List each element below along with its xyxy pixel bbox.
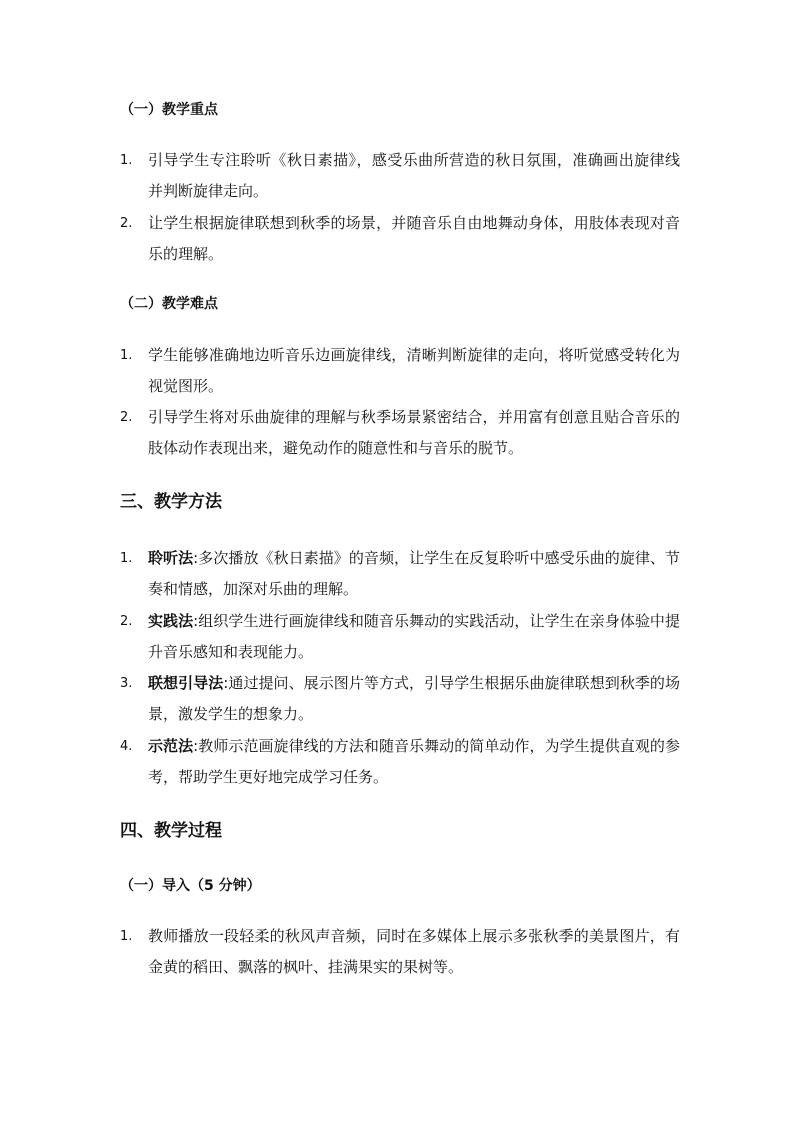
list-item <box>120 921 680 983</box>
method-description: 通过提问、展示图片等方式，引导学生根据乐曲旋律联想到秋季的场景，激发学生的想象力。 <box>148 674 680 723</box>
list-item <box>120 606 680 668</box>
difficult-points-heading: （二）教学难点 <box>120 296 218 312</box>
list-item-text: 引导学生专注聆听《秋日素描》，感受乐曲所营造的秋日氛围，准确画出旋律线并判断旋律走向。 <box>148 151 680 200</box>
method-separator: : <box>193 737 199 755</box>
list-item-text <box>148 731 680 793</box>
list-item <box>120 402 680 464</box>
method-description: 教师示范画旋律线的方法和随音乐舞动的简单动作，为学生提供直观的参考，帮助学生更好地完成学习任务。 <box>148 737 680 786</box>
method-separator: : <box>193 612 199 630</box>
list-item-text <box>148 543 680 605</box>
list-item-text: 学生能够准确地边听音乐边画旋律线，清晰判断旋律的走向，将听觉感受转化为视觉图形。 <box>148 346 680 395</box>
list-item <box>120 340 680 402</box>
list-number: 2. <box>120 216 133 231</box>
list-item-text: 让学生根据旋律联想到秋季的场景，并随音乐自由地舞动身体，用肢体表现对音乐的理解。 <box>148 214 680 263</box>
list-item <box>120 731 680 793</box>
list-item <box>120 668 680 730</box>
method-label: 示范法 <box>148 737 194 755</box>
intro-heading: （一）导入（5 分钟） <box>120 878 261 894</box>
list-number: 1. <box>120 153 133 168</box>
method-label: 实践法 <box>148 612 194 630</box>
method-description: 组织学生进行画旋律线和随音乐舞动的实践活动，让学生在亲身体验中提升音乐感知和表现能力。 <box>148 612 680 661</box>
method-separator: : <box>193 549 199 567</box>
list-number: 2. <box>120 410 133 425</box>
list-item-text <box>148 606 680 668</box>
list-item <box>120 208 680 270</box>
method-separator: : <box>223 674 229 692</box>
list-number: 1. <box>120 929 133 944</box>
process-heading: 四、教学过程 <box>120 821 222 841</box>
list-number: 3. <box>120 676 133 691</box>
list-item-text: 引导学生将对乐曲旋律的理解与秋季场景紧密结合，并用富有创意且贴合音乐的肢体动作表现出来，避免动作的随意性和与音乐的脱节。 <box>148 408 680 457</box>
key-points-heading: （一）教学重点 <box>120 102 218 118</box>
list-item-text <box>148 668 680 730</box>
list-number: 2. <box>120 614 133 629</box>
methods-heading: 三、教学方法 <box>120 492 222 512</box>
method-label: 联想引导法 <box>148 674 224 692</box>
method-label: 聆听法 <box>148 549 194 567</box>
list-item <box>120 145 680 207</box>
list-number: 4. <box>120 739 133 754</box>
method-description: 多次播放《秋日素描》的音频，让学生在反复聆听中感受乐曲的旋律、节奏和情感，加深对乐曲的理解。 <box>148 549 680 598</box>
list-number: 1. <box>120 348 133 363</box>
list-item-text: 教师播放一段轻柔的秋风声音频，同时在多媒体上展示多张秋季的美景图片，有金黄的稻田、飘落的枫叶、挂满果实的果树等。 <box>148 927 680 976</box>
list-item <box>120 543 680 605</box>
list-number: 1. <box>120 551 133 566</box>
